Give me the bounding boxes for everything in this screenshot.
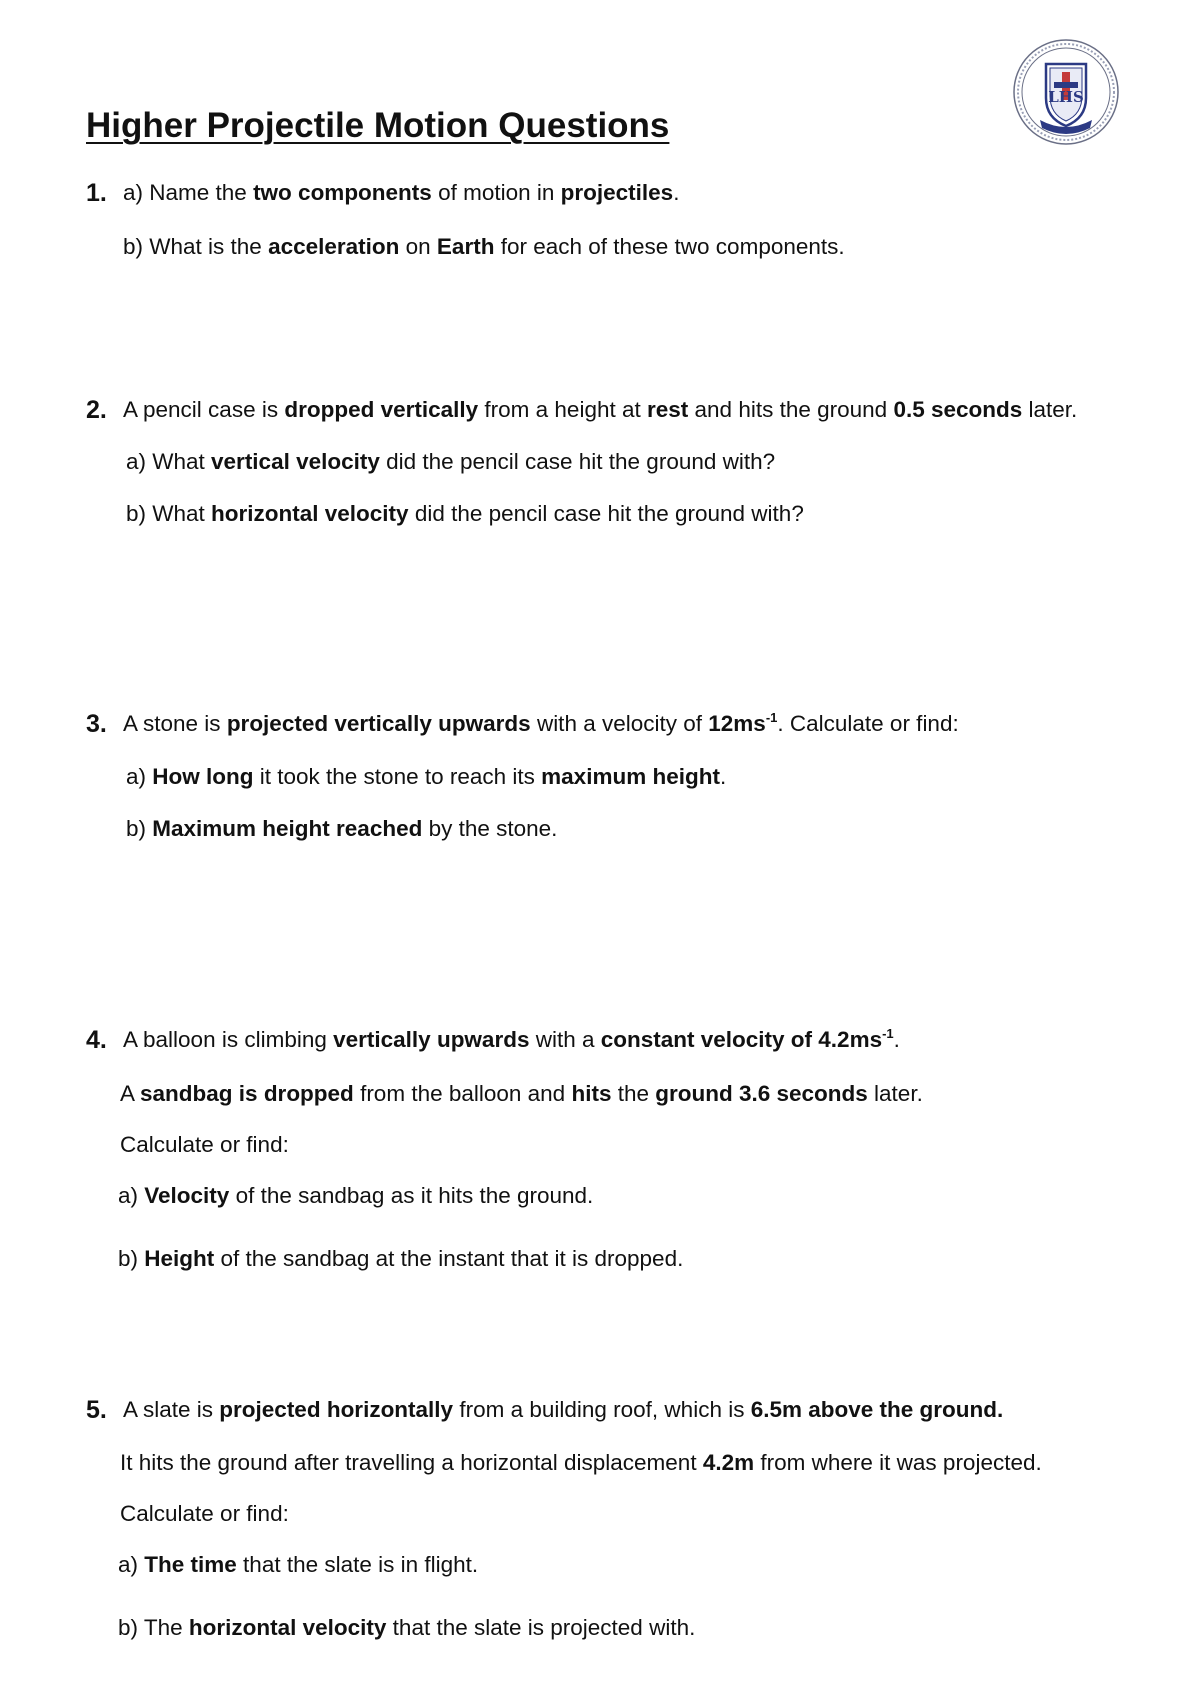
bold-keyword: vertically upwards [333, 1027, 530, 1052]
bold-keyword: Velocity [144, 1183, 230, 1208]
unit-superscript: -1 [765, 710, 778, 725]
question-line [118, 1614, 695, 1642]
question-line [123, 1026, 900, 1054]
text-segment: Calculate or find: [120, 1132, 289, 1157]
text-segment: . [893, 1027, 900, 1052]
bold-keyword: maximum height [541, 764, 720, 789]
bold-keyword: constant velocity of 4.2ms [600, 1027, 883, 1052]
text-segment: . [719, 764, 727, 789]
question-number: 2. [86, 396, 107, 424]
bold-keyword: 6.5m above the ground. [750, 1397, 1004, 1422]
bold-keyword: acceleration [268, 234, 400, 259]
question-line [120, 1500, 289, 1528]
question-line [126, 763, 726, 791]
bold-keyword: How long [152, 764, 254, 789]
bold-keyword: rest [647, 397, 689, 422]
question-line [126, 815, 557, 843]
bold-keyword: The time [144, 1552, 237, 1577]
text-segment: it took the stone to reach its [253, 764, 542, 789]
question-number: 5. [86, 1396, 107, 1424]
text-segment: from a building roof, which is [453, 1397, 751, 1422]
bold-keyword: Maximum height reached [152, 816, 423, 841]
text-segment: later. [867, 1081, 923, 1106]
question-line [118, 1551, 478, 1579]
question-line [120, 1131, 289, 1159]
bold-keyword: projected vertically upwards [226, 711, 531, 736]
question-line [126, 500, 804, 528]
text-segment: and hits the ground [688, 397, 894, 422]
text-segment: A [120, 1081, 141, 1106]
bold-keyword: Height [144, 1246, 215, 1271]
bold-keyword: 12ms [708, 711, 766, 736]
question-line [120, 1080, 923, 1108]
bold-keyword: horizontal velocity [188, 1615, 387, 1640]
question-line [120, 1449, 1042, 1477]
text-segment: did the pencil case hit the ground with? [379, 449, 776, 474]
text-segment: A pencil case is [123, 397, 285, 422]
text-segment: A stone is [123, 711, 227, 736]
text-segment: A slate is [123, 1397, 220, 1422]
text-segment: from the balloon and [353, 1081, 572, 1106]
question-line [123, 179, 679, 207]
text-segment: for each of these two components. [494, 234, 845, 259]
question-line [118, 1245, 683, 1273]
question-number: 3. [86, 710, 107, 738]
bold-keyword: dropped vertically [284, 397, 479, 422]
school-crest-logo [1010, 36, 1122, 148]
unit-superscript: -1 [882, 1026, 894, 1041]
text-segment: that the slate is projected with. [386, 1615, 696, 1640]
text-segment: a) Name the [123, 180, 254, 205]
bold-keyword: sandbag is dropped [140, 1081, 354, 1106]
question-line [118, 1182, 593, 1210]
question-line [126, 448, 775, 476]
bold-keyword: 4.2m [702, 1450, 755, 1475]
text-segment: It hits the ground after travelling a horizontal displacement [120, 1450, 703, 1475]
question-line [123, 396, 1077, 424]
text-segment: a) What [126, 449, 212, 474]
bold-keyword: projectiles [560, 180, 674, 205]
text-segment: by the stone. [422, 816, 558, 841]
text-segment: of motion in [431, 180, 561, 205]
text-segment: b) [126, 816, 153, 841]
text-segment: from a height at [478, 397, 647, 422]
question-number: 1. [86, 179, 107, 207]
text-segment: on [399, 234, 437, 259]
text-segment: . [673, 180, 680, 205]
text-segment: a) [118, 1552, 145, 1577]
text-segment: b) The [118, 1615, 189, 1640]
question-line [123, 233, 845, 261]
bold-keyword: projected horizontally [219, 1397, 454, 1422]
text-segment: b) [118, 1246, 145, 1271]
text-segment: Calculate or find: [120, 1501, 289, 1526]
text-segment: b) What is the [123, 234, 269, 259]
text-segment: a) [118, 1183, 145, 1208]
page-title: Higher Projectile Motion Questions [86, 106, 670, 145]
question-number: 4. [86, 1026, 107, 1054]
text-segment: that the slate is in flight. [236, 1552, 479, 1577]
text-segment: a) [126, 764, 153, 789]
text-segment: . Calculate or find: [777, 711, 959, 736]
text-segment: b) What [126, 501, 212, 526]
bold-keyword: vertical velocity [211, 449, 380, 474]
svg-text:LHS: LHS [1048, 88, 1084, 106]
bold-keyword: 0.5 seconds [893, 397, 1023, 422]
text-segment: of the sandbag at the instant that it is dropped. [214, 1246, 684, 1271]
text-segment: did the pencil case hit the ground with? [408, 501, 804, 526]
question-line [123, 1396, 1003, 1424]
bold-keyword: ground 3.6 seconds [655, 1081, 868, 1106]
text-segment: A balloon is climbing [123, 1027, 334, 1052]
text-segment: from where it was projected. [754, 1450, 1042, 1475]
text-segment: the [611, 1081, 656, 1106]
bold-keyword: Earth [436, 234, 495, 259]
text-segment: of the sandbag as it hits the ground. [229, 1183, 594, 1208]
bold-keyword: hits [571, 1081, 612, 1106]
bold-keyword: horizontal velocity [211, 501, 409, 526]
bold-keyword: two components [253, 180, 432, 205]
question-line [123, 710, 959, 738]
text-segment: with a velocity of [530, 711, 709, 736]
text-segment: with a [529, 1027, 601, 1052]
text-segment: later. [1022, 397, 1078, 422]
